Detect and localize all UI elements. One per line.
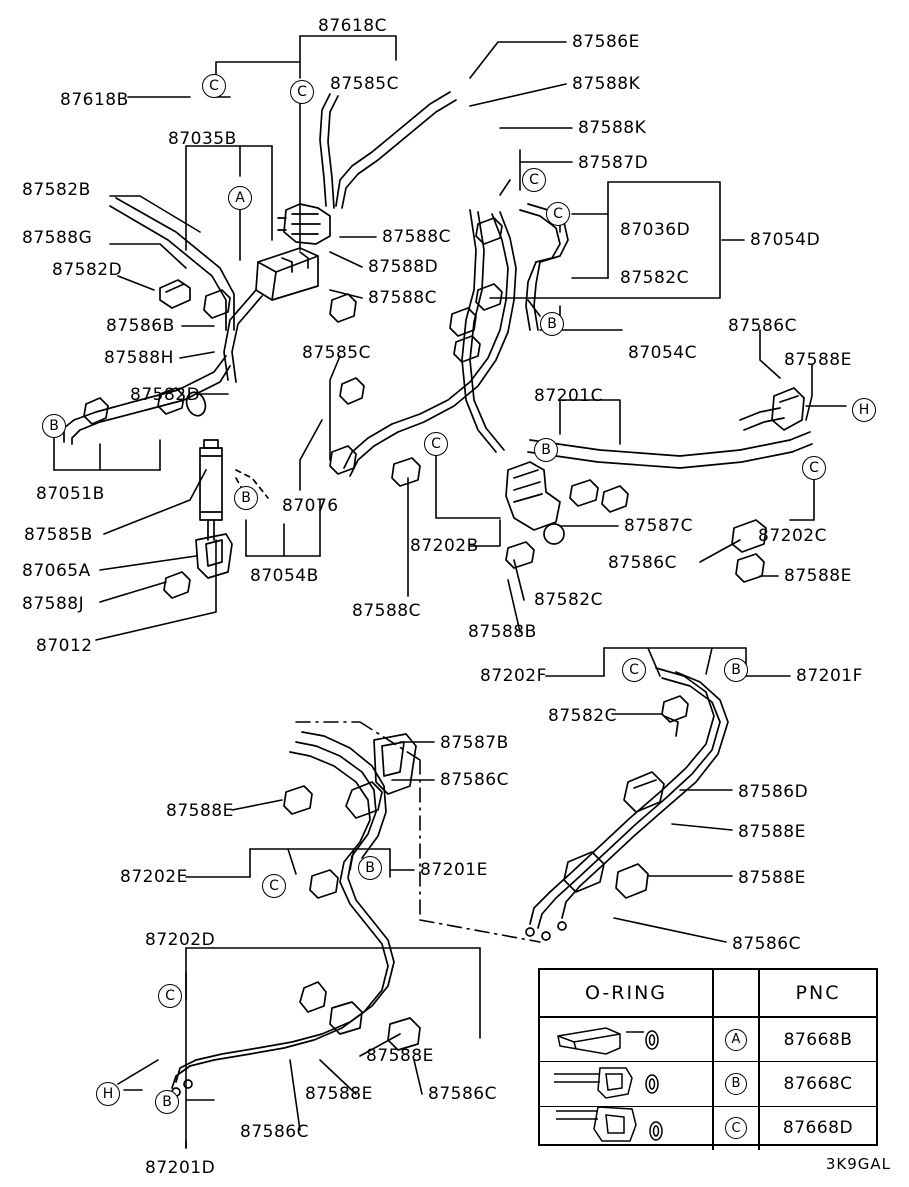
part-label: 87582C [548, 706, 617, 726]
part-label: 87587B [440, 733, 509, 753]
pnc-header-label: PNC [795, 982, 841, 1004]
reference-marker: C [622, 658, 646, 682]
table-row [540, 1018, 876, 1062]
diagram-code: 3K9GAL [825, 1155, 891, 1173]
reference-marker: B [42, 414, 66, 438]
part-label: 87586C [728, 316, 797, 336]
part-label: 87201E [420, 860, 488, 880]
oring-header-label: O-RING [540, 970, 714, 1016]
part-label: 87618C [318, 16, 387, 36]
oring-mark-cell [714, 1107, 760, 1150]
part-label: 87201F [796, 666, 863, 686]
part-label: 87201C [534, 386, 603, 406]
part-label: 87202B [410, 536, 479, 556]
oring-pnc-b: 87668C [783, 1073, 853, 1094]
part-label: 87588E [305, 1084, 373, 1104]
part-label: 87582C [534, 590, 603, 610]
part-label: 87588E [784, 350, 852, 370]
part-label: 87586D [738, 782, 809, 802]
part-label: 87588E [166, 801, 234, 821]
part-label: 87051B [36, 484, 105, 504]
reference-marker: B [540, 312, 564, 336]
part-label: 87588G [22, 228, 93, 248]
oring-mark-c: C [725, 1117, 747, 1139]
part-label: 87588J [22, 594, 85, 614]
part-label: 87586C [732, 934, 801, 954]
part-label: 87588K [578, 118, 647, 138]
part-label: 87202E [120, 867, 188, 887]
part-label: 87588D [368, 257, 439, 277]
part-label: 87054D [750, 230, 821, 250]
reference-marker: C [158, 984, 182, 1008]
part-label: 87586C [440, 770, 509, 790]
oring-figure-c [540, 1107, 714, 1150]
part-label: 87588B [468, 622, 537, 642]
oring-pnc-a: 87668B [783, 1029, 853, 1050]
part-label: 87054B [250, 566, 319, 586]
table-row [540, 1107, 876, 1150]
part-label: 87582B [22, 180, 91, 200]
part-label: 87586B [106, 316, 175, 336]
part-label: 87588C [352, 601, 421, 621]
part-label: 87202F [480, 666, 547, 686]
part-label: 87582D [130, 385, 201, 405]
oring-figure-b [540, 1062, 714, 1105]
reference-marker: C [202, 74, 226, 98]
reference-marker: A [228, 186, 252, 210]
reference-marker: C [424, 432, 448, 456]
oring-mark-a: A [725, 1029, 747, 1051]
part-label: 87588H [104, 348, 174, 368]
reference-marker: B [358, 856, 382, 880]
part-label: 87586C [608, 553, 677, 573]
part-label: 87586C [240, 1122, 309, 1142]
part-label: 87202D [145, 930, 216, 950]
oring-figure-a [540, 1018, 714, 1061]
part-label: 87202C [758, 526, 827, 546]
part-label: 87588E [366, 1046, 434, 1066]
part-label: 87201D [145, 1158, 216, 1178]
reference-marker: B [234, 486, 258, 510]
part-label: 87587D [578, 153, 649, 173]
reference-marker: H [96, 1082, 120, 1106]
reference-marker: B [724, 658, 748, 682]
part-label: 87588K [572, 74, 641, 94]
part-label: 87012 [36, 636, 93, 656]
part-label: 87585C [302, 343, 371, 363]
part-label: 87582D [52, 260, 123, 280]
oring-mark-cell [714, 1062, 760, 1105]
part-label: 87588E [784, 566, 852, 586]
reference-marker: C [262, 874, 286, 898]
part-label: 87035B [168, 129, 237, 149]
table-row [540, 1062, 876, 1106]
part-label: 87586C [428, 1084, 497, 1104]
reference-marker: C [802, 456, 826, 480]
oring-table-header [540, 970, 876, 1018]
oring-mark-cell [714, 1018, 760, 1061]
oring-header-mark [714, 970, 760, 1016]
part-label: 87585B [24, 525, 93, 545]
part-label: 87588C [368, 288, 437, 308]
part-label: 87587C [624, 516, 693, 536]
part-label: 87076 [282, 496, 339, 516]
oring-mark-b: B [725, 1073, 747, 1095]
reference-marker: B [155, 1090, 179, 1114]
part-label: 87588E [738, 822, 806, 842]
part-label: 87585C [330, 74, 399, 94]
part-label: 87588C [382, 227, 451, 247]
oring-pnc-table [538, 968, 878, 1146]
part-label: 87588E [738, 868, 806, 888]
oring-pnc-c: 87668D [782, 1118, 854, 1139]
part-label: 87618B [60, 90, 129, 110]
reference-marker: H [852, 398, 876, 422]
part-label: 87065A [22, 561, 91, 581]
part-label: 87036D [620, 220, 691, 240]
reference-marker: C [546, 202, 570, 226]
part-label: 87054C [628, 343, 697, 363]
reference-marker: C [522, 168, 546, 192]
part-label: 87586E [572, 32, 640, 52]
reference-marker: C [290, 80, 314, 104]
reference-marker: B [534, 438, 558, 462]
part-label: 87582C [620, 268, 689, 288]
